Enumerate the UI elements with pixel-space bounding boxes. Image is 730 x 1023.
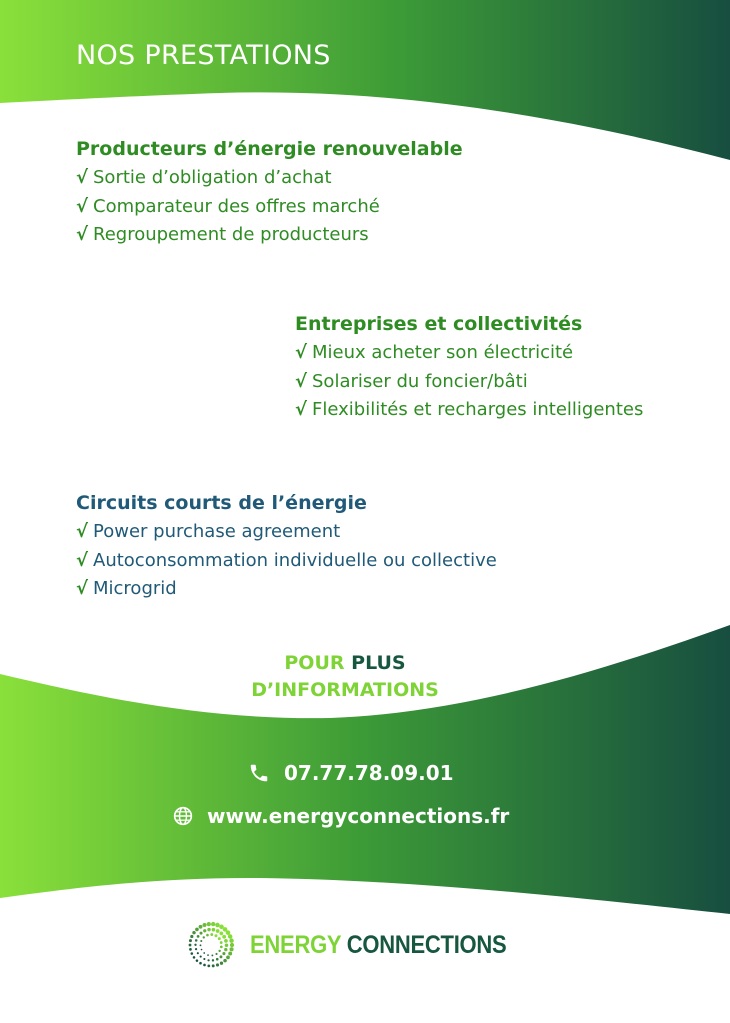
section-title: Entreprises et collectivités [295,313,583,335]
checkmark-icon: √ [76,521,89,542]
logo-dot [215,953,217,955]
logo-dot [225,943,229,947]
checkmark-icon: √ [76,224,89,245]
list-item: √ Comparateur des offres marché [76,193,463,222]
list-item: √ Microgrid [76,575,497,604]
logo-dot [203,958,205,960]
logo-dot [219,932,223,936]
logo-dot [224,939,228,943]
checkmark-icon: √ [76,167,89,188]
list-item: √ Flexibilités et recharges intelligentes [295,396,643,425]
logo-dot [220,955,223,958]
brand-name: ENERGY CONNECTIONS [250,930,507,959]
section-entreprises [295,313,643,425]
logo-dot [197,935,200,938]
logo-dot [195,948,197,950]
logo-dot [228,934,233,939]
more-info-heading: POUR PLUS D’INFORMATIONS [251,652,439,701]
section-circuits-courts [76,492,497,604]
logo-dot [196,959,199,962]
website-url: www.energyconnections.fr [207,804,510,828]
logo-dot [212,959,214,961]
logo-dot [212,928,216,932]
logo-dot [195,928,199,932]
logo-dot [228,952,232,956]
logo-dot [202,923,206,927]
logo-dot [216,963,219,966]
logo-dot [189,948,192,951]
dotted-ring-logo-icon [186,920,236,970]
logo-dot [211,922,215,926]
checkmark-icon: √ [295,342,308,363]
logo-dot [190,935,193,938]
brand-logo [186,920,541,970]
logo-dot [199,962,202,965]
logo-dot [203,929,206,932]
service-list [76,518,497,604]
phone-number: 07.77.78.09.01 [284,761,454,785]
checkmark-icon: √ [76,195,89,217]
logo-dot [226,955,230,959]
service-list [76,164,463,250]
phone-contact[interactable] [248,761,454,785]
logo-dot [203,936,205,938]
logo-dot [224,948,227,951]
logo-dot [191,952,194,955]
checkmark-icon: √ [76,578,89,599]
list-item: √ Autoconsommation individuelle ou collective [76,547,497,576]
logo-dot [223,959,227,963]
logo-dot [220,962,223,965]
phone-icon [248,762,270,784]
logo-dot [195,939,198,942]
logo-dot [203,952,205,954]
list-item: √ Power purchase agreement [76,518,497,547]
logo-dot [189,944,192,947]
logo-dot [218,950,220,952]
list-item: √ Mieux acheter son électricité [295,339,643,368]
logo-dot [207,928,210,931]
logo-dot [200,956,202,958]
checkmark-icon: √ [76,549,89,571]
section-title: Producteurs d’énergie renouvelable [76,138,463,160]
logo-dot [189,939,192,942]
globe-icon [173,806,193,826]
logo-dot [220,941,223,944]
logo-dot [229,947,233,951]
logo-dot [218,937,221,940]
logo-dot [216,929,220,933]
logo-dot [212,964,215,967]
list-item: √ Regroupement de producteurs [76,221,463,250]
logo-dot [200,932,203,935]
logo-dot [199,925,203,929]
logo-dot [211,954,213,956]
website-link[interactable] [173,804,509,828]
logo-dot [194,944,196,946]
logo-dot [215,923,219,928]
logo-dot [216,958,219,961]
list-item: √ Sortie d’obligation d’achat [76,164,463,193]
logo-dot [201,949,203,951]
logo-dot [220,946,223,949]
logo-dot [200,940,202,942]
logo-dot [215,934,218,937]
logo-dot [222,952,225,955]
logo-dot [226,930,231,935]
logo-dot [203,964,206,967]
list-item: √ Solariser du foncier/bâti [295,368,643,397]
section-producteurs [76,138,463,250]
logo-dot [206,934,209,937]
logo-dot [200,944,202,946]
logo-dot [207,954,209,956]
page-title: NOS PRESTATIONS [76,40,331,71]
logo-dot [222,935,226,939]
logo-dot [207,965,210,968]
section-title: Circuits courts de l’énergie [76,492,367,514]
logo-dot [210,933,213,936]
logo-dot [192,931,195,934]
logo-dot [197,952,199,954]
checkmark-icon: √ [295,370,308,392]
service-list [295,339,643,425]
logo-dot [229,938,233,942]
logo-dot [207,922,211,926]
logo-dot [193,956,196,959]
header-wave [0,0,730,160]
logo-dot [230,943,234,947]
checkmark-icon: √ [295,399,308,420]
logo-dot [207,959,209,961]
